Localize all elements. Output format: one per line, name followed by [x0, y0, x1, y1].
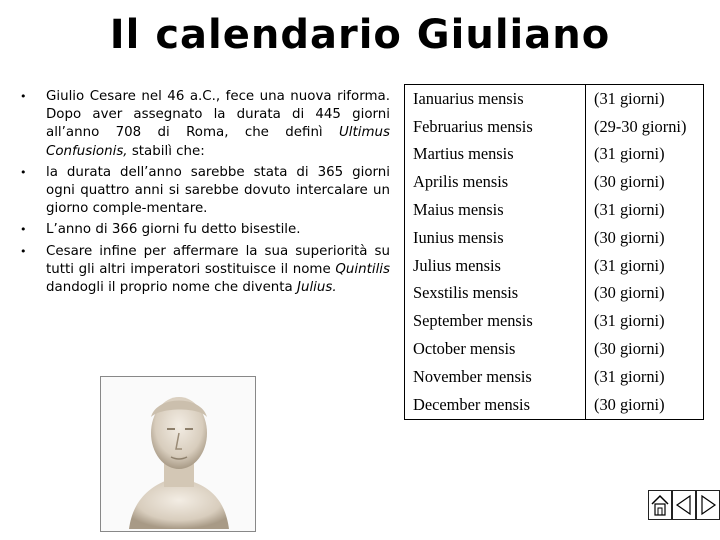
- month-name: November mensis: [405, 363, 586, 391]
- month-name: Martius mensis: [405, 141, 586, 169]
- month-days: (31 giorni): [594, 200, 665, 220]
- bullet-emphasis: Ultimus Confusionis,: [46, 125, 390, 159]
- bullet-dot-icon: •: [20, 223, 27, 237]
- bullet-text: Giulio Cesare nel 46 a.C., fece una nuova riforma. Dopo aver assegnato la durata di 445 giorni all’anno 708 di Roma, che definì: [46, 89, 390, 141]
- months-table: [404, 84, 704, 420]
- month-days: (29-30 giorni): [594, 116, 687, 136]
- month-name: Maius mensis: [405, 196, 586, 224]
- bullet-text: dandogli il proprio nome che diventa: [46, 280, 298, 296]
- bullet-text: L’anno di 366 giorni fu detto bisestile.: [46, 222, 301, 238]
- month-row: [405, 391, 704, 419]
- month-name: Ianuarius mensis: [405, 85, 586, 113]
- month-name: Februarius mensis: [405, 113, 586, 141]
- month-name: October mensis: [405, 335, 586, 363]
- month-row: [405, 113, 704, 141]
- back-icon: [673, 491, 695, 519]
- bullet-item: [20, 221, 390, 239]
- month-name: Iunius mensis: [405, 224, 586, 252]
- month-days: (30 giorni): [594, 227, 665, 247]
- bullet-text: Cesare infine per affermare la sua superiorità su tutti gli altri imperatori sostituisce il nome: [46, 243, 390, 277]
- month-row: [405, 252, 704, 280]
- month-row: [405, 335, 704, 363]
- bullet-item: [20, 164, 390, 219]
- month-row: [405, 307, 704, 335]
- month-name: December mensis: [405, 391, 586, 419]
- bullet-dot-icon: •: [20, 165, 27, 179]
- month-row: [405, 168, 704, 196]
- month-days: (30 giorni): [594, 394, 665, 414]
- month-row: [405, 280, 704, 308]
- bullet-list: [20, 88, 390, 300]
- month-name: Sexstilis mensis: [405, 280, 586, 308]
- month-days: (31 giorni): [594, 255, 665, 275]
- month-row: [405, 196, 704, 224]
- bullet-text: stabilì che:: [127, 143, 205, 159]
- month-row: [405, 224, 704, 252]
- month-name: September mensis: [405, 307, 586, 335]
- bullet-text: la durata dell’anno sarebbe stata di 365 giorni ogni quattro anni si sarebbe dovuto intercalare un giorno comple-mentare.: [46, 164, 390, 217]
- bust-icon: [101, 377, 255, 531]
- home-icon: [649, 491, 671, 519]
- bullet-item: [20, 88, 390, 161]
- month-name: Aprilis mensis: [405, 168, 586, 196]
- bullet-item: [20, 243, 390, 298]
- slide-title: Il calendario Giuliano: [109, 12, 611, 58]
- caesar-bust-image: [100, 376, 256, 532]
- month-row: [405, 363, 704, 391]
- month-days: (31 giorni): [594, 311, 665, 331]
- month-days: (31 giorni): [594, 366, 665, 386]
- month-days: (30 giorni): [594, 283, 665, 303]
- month-days: (30 giorni): [594, 339, 665, 359]
- bullet-emphasis: Julius.: [297, 280, 337, 296]
- month-name: Julius mensis: [405, 252, 586, 280]
- month-days: (30 giorni): [594, 172, 665, 192]
- bullet-dot-icon: •: [20, 244, 27, 258]
- month-row: [405, 141, 704, 169]
- forward-icon: [697, 491, 719, 519]
- home-button[interactable]: [648, 490, 672, 520]
- bullet-dot-icon: •: [20, 90, 27, 103]
- month-days: (31 giorni): [594, 144, 665, 164]
- forward-button[interactable]: [696, 490, 720, 520]
- back-button[interactable]: [672, 490, 696, 520]
- bullet-emphasis: Quintilis: [335, 261, 390, 277]
- month-row: [405, 85, 704, 113]
- month-days: (31 giorni): [594, 88, 665, 108]
